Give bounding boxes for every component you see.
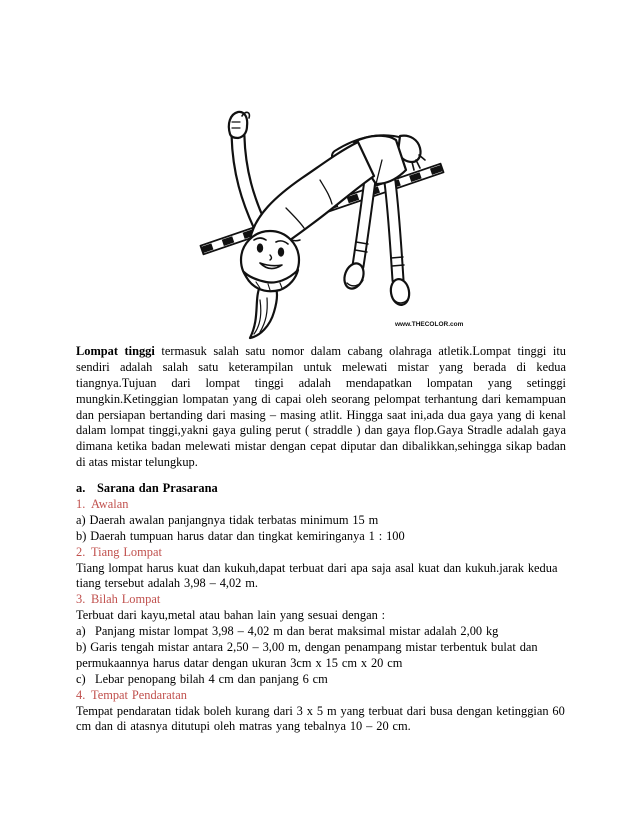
ponytail	[250, 286, 277, 338]
section-heading	[76, 481, 566, 497]
sub-text: Lebar penopang bilah 4 cm dan panjang 6 cm	[95, 671, 328, 686]
athlete-head	[241, 231, 299, 291]
article-body	[76, 344, 566, 735]
item-marker: 4.	[76, 687, 86, 702]
paragraph-line: sendiri adalah salah satu keterampilan untuk melewati mistar yang berada di kedua	[76, 359, 566, 374]
intro-paragraph	[76, 344, 566, 471]
item-line: cm dan di atasnya ditutupi oleh matras yang tebalnya 10 – 20 cm.	[76, 719, 411, 734]
item-line	[76, 672, 566, 688]
high-jump-illustration	[190, 100, 464, 345]
item-line: Terbuat dari kayu,metal atau bahan lain yang sesuai dengan :	[76, 608, 386, 623]
paragraph-line: mungkin.Ketinggian lompatan yang di capai oleh seorang pelompat terhantung dari kemampuan	[76, 391, 566, 406]
item-line	[76, 624, 566, 640]
paragraph-text: termasuk salah satu nomor dalam cabang olahraga atletik.Lompat tinggi itu	[161, 344, 566, 358]
item-marker: 3.	[76, 592, 86, 607]
paragraph-line: di atas mistar telungkup.	[76, 455, 198, 470]
item-heading-tempat-pendaratan	[76, 688, 566, 704]
watermark: www.THECOLOR.com	[395, 321, 464, 328]
lead-term: Lompat tinggi	[76, 344, 155, 358]
section-sarana-prasarana	[76, 481, 566, 735]
sub-marker: a)	[76, 624, 86, 639]
item-heading-awalan	[76, 497, 566, 513]
item-title: Awalan	[91, 497, 129, 512]
left-arm	[229, 112, 260, 226]
item-line: Tiang lompat harus kuat dan kukuh,dapat terbuat dari apa saja asal kuat dan kukuh.jarak kedua	[76, 560, 558, 575]
item-line: a) Daerah awalan panjangnya tidak terbatas minimum 15 m	[76, 512, 379, 527]
paragraph-line: dimana ketika badan melewati mistar dengan cepat diputar dan dibalikkan,sehingga sikap badan	[76, 439, 566, 454]
paragraph-line	[76, 344, 566, 360]
item-title: Tempat Pendaratan	[91, 687, 187, 702]
item-heading-bilah-lompat	[76, 592, 566, 608]
item-marker: 1.	[76, 497, 86, 512]
item-heading-tiang-lompat	[76, 545, 566, 561]
sub-text: Panjang mistar lompat 3,98 – 4,02 m dan berat maksimal mistar adalah 2,00 kg	[95, 624, 499, 639]
item-line: b) Garis tengah mistar antara 2,50 – 3,00 m, dengan penampang mistar terbentuk bulat dan	[76, 640, 538, 655]
item-title: Bilah Lompat	[91, 592, 161, 607]
sub-marker: c)	[76, 671, 86, 686]
item-line: b) Daerah tumpuan harus datar dan tingkat kemiringanya 1 : 100	[76, 528, 405, 543]
paragraph-line: tiangnya.Tujuan dari lompat tinggi adalah mendapatkan lompatan yang setinggi	[76, 375, 566, 390]
section-title: Sarana dan Prasarana	[97, 481, 218, 496]
item-title: Tiang Lompat	[91, 544, 162, 559]
paragraph-line: dan persiapan bertanding dari masing – masing atlit. Hingga saat ini,ada dua gaya yang di kenal	[76, 407, 566, 422]
item-marker: 2.	[76, 544, 86, 559]
fist-icon	[229, 112, 247, 138]
item-line: tiang tersebut adalah 3,98 – 4,02 m.	[76, 576, 259, 591]
item-line: permukaannya harus datar dengan ukuran 3cm x 15 cm x 20 cm	[76, 655, 403, 670]
section-marker: a.	[76, 481, 86, 496]
item-line: Tempat pendaratan tidak boleh kurang dari 3 x 5 m yang terbuat dari busa dengan ketinggian 60	[76, 703, 565, 718]
shoe-icon	[389, 278, 411, 307]
paragraph-line: dalam lompat tinggi,yakni gaya guling perut ( straddle ) dan gaya flop.Gaya Stradle adalah gaya	[76, 423, 566, 438]
high-jump-drawing	[190, 100, 464, 345]
